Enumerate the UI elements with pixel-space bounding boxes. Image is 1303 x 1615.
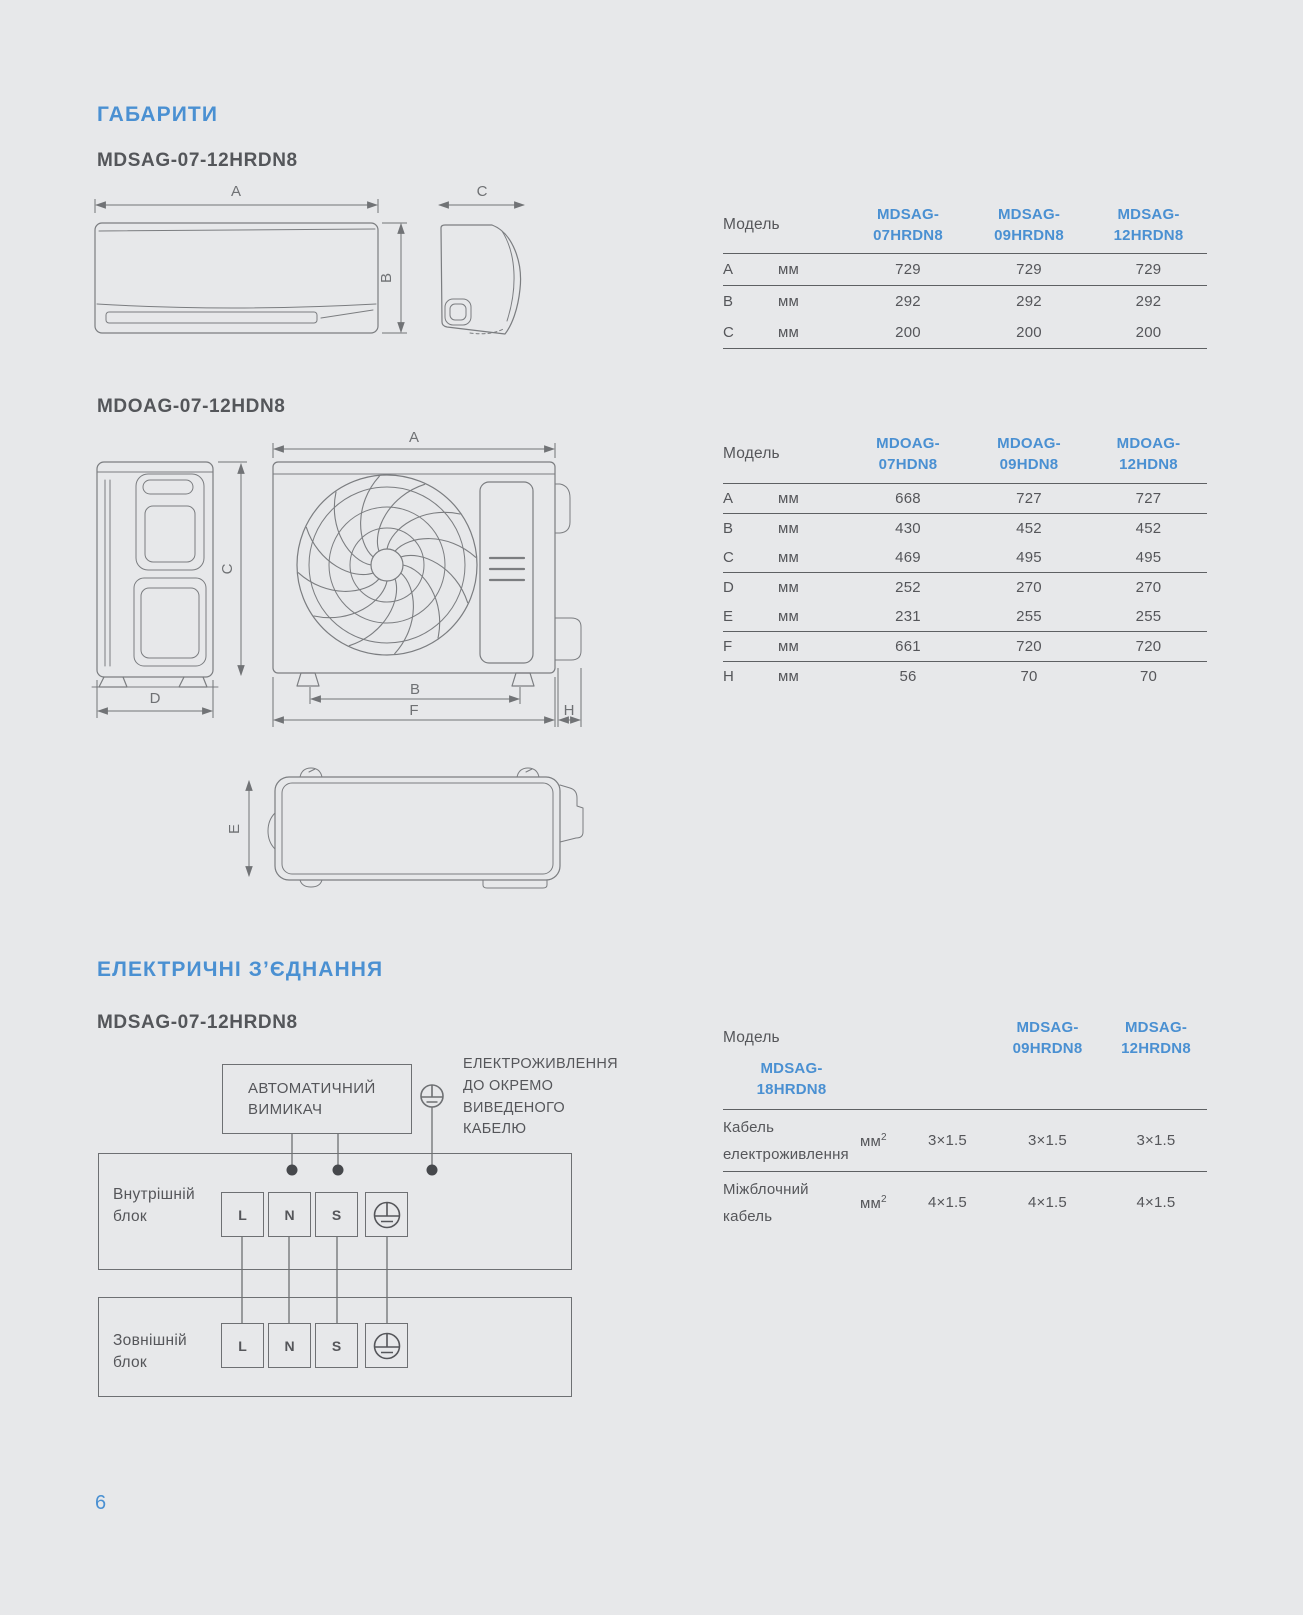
power-ground-icon: [421, 1085, 443, 1107]
cell-value: 668: [895, 490, 921, 507]
cell-value: 255: [1135, 608, 1162, 625]
cell-value: 729: [1016, 261, 1042, 278]
dimension-a: [95, 183, 378, 213]
cell-dim: F: [723, 638, 733, 655]
table-row: [723, 632, 1207, 662]
dimension-h: [558, 668, 581, 727]
cell-value: 729: [1135, 261, 1162, 278]
cell-unit: $мм^2$: [860, 1131, 887, 1150]
table-row: [723, 317, 1207, 349]
table-row: [723, 543, 1207, 573]
cell-value: 727: [1135, 490, 1162, 507]
cell-value: 495: [1135, 549, 1162, 566]
dim-label-b: B: [378, 272, 395, 284]
power-supply-note: ЕЛЕКТРОЖИВЛЕННЯ ДО ОКРЕМО ВИВЕДЕНОГО КАБЕЛЮ: [463, 1056, 618, 1138]
dim-label-h: H: [563, 702, 575, 719]
cell-name: Міжблочний кабель: [723, 1180, 809, 1225]
table-header-row: [723, 424, 1207, 484]
cell-dim: B: [723, 520, 734, 537]
ground-icon: [371, 1199, 403, 1231]
table-header-col: MDSAG- 09HRDN8: [994, 205, 1064, 244]
table-row: [723, 484, 1207, 514]
cell-value: 200: [1135, 324, 1162, 341]
dimension-c: [218, 462, 247, 675]
outdoor-top-view: [268, 768, 583, 888]
indoor-unit-label: Внутрішній блок: [113, 1186, 195, 1225]
cell-unit: мм: [778, 668, 800, 685]
dimension-c: [439, 183, 524, 205]
outdoor-side-view: [92, 462, 218, 687]
table-row: [723, 662, 1207, 691]
wiring-diagram: [95, 1030, 675, 1402]
table-header-model: Модель: [723, 1029, 780, 1047]
terminal-indoor-s: S: [315, 1192, 358, 1237]
cell-dim: H: [723, 668, 735, 685]
cell-value: 720: [1135, 638, 1162, 655]
cell-value: 452: [1135, 520, 1162, 537]
table-header-col: MDOAG- 12HDN8: [1116, 434, 1181, 473]
table-header-col: MDOAG- 09HDN8: [997, 434, 1061, 473]
table-row: [723, 514, 1207, 543]
cell-unit: мм: [778, 638, 800, 655]
indoor-unit-drawing: [90, 183, 540, 353]
table-header-col: MDSAG- 18HRDN8: [756, 1059, 827, 1098]
section-title-dimensions: ГАБАРИТИ: [97, 103, 219, 126]
table-header-model: Модель: [723, 215, 780, 233]
outdoor-unit-drawing: [88, 428, 600, 890]
dim-label-d: D: [149, 690, 161, 707]
right-bottom-bracket: [555, 618, 581, 660]
table-header-row: [723, 196, 1207, 254]
cell-value: 4×1.5: [928, 1194, 967, 1211]
indoor-side-view: [441, 225, 521, 334]
dim-label-a: A: [230, 183, 242, 200]
cell-value: 292: [1016, 293, 1042, 310]
ground-icon: [371, 1330, 403, 1362]
cell-unit: мм: [778, 490, 800, 507]
cell-value: 452: [1016, 520, 1042, 537]
cell-value: 4×1.5: [1028, 1194, 1067, 1211]
mounting-brackets-bottom: [300, 880, 547, 888]
cell-unit: мм: [778, 324, 800, 341]
electrical-cables-table: [723, 1019, 1207, 1233]
dim-label-c: C: [219, 563, 236, 575]
table-row: [723, 286, 1207, 317]
cell-value: 661: [895, 638, 921, 655]
dimension-a: [273, 429, 555, 458]
cell-dim: C: [723, 324, 735, 341]
indoor-front-view: [95, 223, 378, 333]
cell-value: 56: [899, 668, 917, 685]
cell-value: 270: [1016, 579, 1042, 596]
outdoor-unit-label: Зовнішній блок: [113, 1332, 188, 1371]
indoor-dimensions-table: [723, 196, 1207, 349]
section-title-electrical: ЕЛЕКТРИЧНІ З’ЄДНАННЯ: [97, 958, 384, 981]
cell-value: 430: [895, 520, 921, 537]
cell-value: 200: [1016, 324, 1042, 341]
table-header-col: MDSAG- 07HRDN8: [873, 205, 943, 244]
cell-value: 495: [1016, 549, 1042, 566]
circuit-breaker-box: [222, 1064, 412, 1134]
table-row: [723, 254, 1207, 286]
cell-dim: B: [723, 293, 734, 310]
cell-value: 727: [1016, 490, 1042, 507]
cell-name: Кабель електроживлення: [723, 1118, 849, 1163]
table-header-row: [723, 1019, 1207, 1110]
indoor-model-subtitle: MDSAG-07-12HRDN8: [97, 150, 298, 171]
cell-dim: A: [723, 261, 734, 278]
table-row: [723, 573, 1207, 602]
page-number: 6: [95, 1492, 107, 1514]
dim-label-f: F: [409, 702, 419, 719]
cell-value: 3×1.5: [1136, 1132, 1176, 1149]
table-header-col: MDSAG- 12HRDN8: [1121, 1019, 1191, 1058]
dim-label-a: A: [408, 429, 420, 446]
cell-value: 3×1.5: [1028, 1132, 1067, 1149]
cell-value: 720: [1016, 638, 1042, 655]
cell-value: 70: [1139, 668, 1158, 685]
table-header-model: Модель: [723, 444, 780, 462]
circuit-breaker-label: АВТОМАТИЧНИЙ ВИМИКАЧ: [248, 1080, 376, 1118]
table-row: [723, 602, 1207, 632]
cell-value: 270: [1135, 579, 1162, 596]
cell-unit: мм: [778, 293, 800, 310]
fan-grille: [297, 475, 477, 655]
cell-unit: мм: [778, 549, 800, 566]
cell-value: 292: [1135, 293, 1162, 310]
cell-dim: E: [723, 608, 734, 625]
valve-assembly: [560, 785, 583, 842]
terminal-outdoor-l: L: [221, 1323, 264, 1368]
table-row: [723, 1172, 1207, 1233]
cell-unit: мм: [778, 261, 800, 278]
terminal-outdoor-s: S: [315, 1323, 358, 1368]
table-header-col: MDSAG- 12HRDN8: [1113, 205, 1184, 244]
dim-label-b: B: [409, 681, 421, 698]
cell-value: 70: [1020, 668, 1038, 685]
outdoor-model-subtitle: MDOAG-07-12HDN8: [97, 396, 286, 417]
dimension-d: [97, 680, 213, 718]
louver-vents: [490, 558, 524, 580]
table-header-col: MDSAG- 09HRDN8: [1012, 1019, 1083, 1058]
dimension-b: [378, 223, 407, 333]
terminal-indoor-n: N: [268, 1192, 311, 1237]
dimension-e: [226, 781, 249, 876]
cell-unit: мм: [778, 579, 800, 596]
cell-value: 469: [895, 549, 921, 566]
cell-dim: A: [723, 490, 734, 507]
cell-unit: мм: [778, 520, 800, 537]
outdoor-front-view: [273, 462, 581, 686]
cell-value: 252: [895, 579, 921, 596]
cell-unit: мм: [778, 608, 800, 625]
cell-value: 231: [895, 608, 921, 625]
terminal-outdoor-ground: [365, 1323, 408, 1368]
mounting-brackets-top: [300, 768, 539, 777]
left-bump: [268, 813, 275, 849]
terminal-indoor-l: L: [221, 1192, 264, 1237]
cell-value: 292: [895, 293, 921, 310]
table-header-col: MDOAG- 07HDN8: [876, 434, 940, 473]
cell-value: 3×1.5: [928, 1132, 967, 1149]
terminal-indoor-ground: [365, 1192, 408, 1237]
dimension-b: [310, 681, 520, 704]
right-top-bracket: [555, 484, 570, 533]
cell-dim: C: [723, 549, 735, 566]
table-row: [723, 1110, 1207, 1172]
cell-value: 4×1.5: [1136, 1194, 1176, 1211]
dim-label-c: C: [476, 183, 488, 200]
dim-label-e: E: [226, 823, 243, 835]
cell-value: 200: [895, 324, 921, 341]
terminal-outdoor-n: N: [268, 1323, 311, 1368]
cell-dim: D: [723, 579, 735, 596]
cell-unit: $мм^2$: [860, 1193, 887, 1212]
cell-value: 729: [895, 261, 921, 278]
electrical-model-subtitle: MDSAG-07-12HRDN8: [97, 1012, 298, 1033]
outdoor-dimensions-table: [723, 424, 1207, 691]
service-panel: [480, 482, 533, 663]
cell-value: 255: [1016, 608, 1042, 625]
